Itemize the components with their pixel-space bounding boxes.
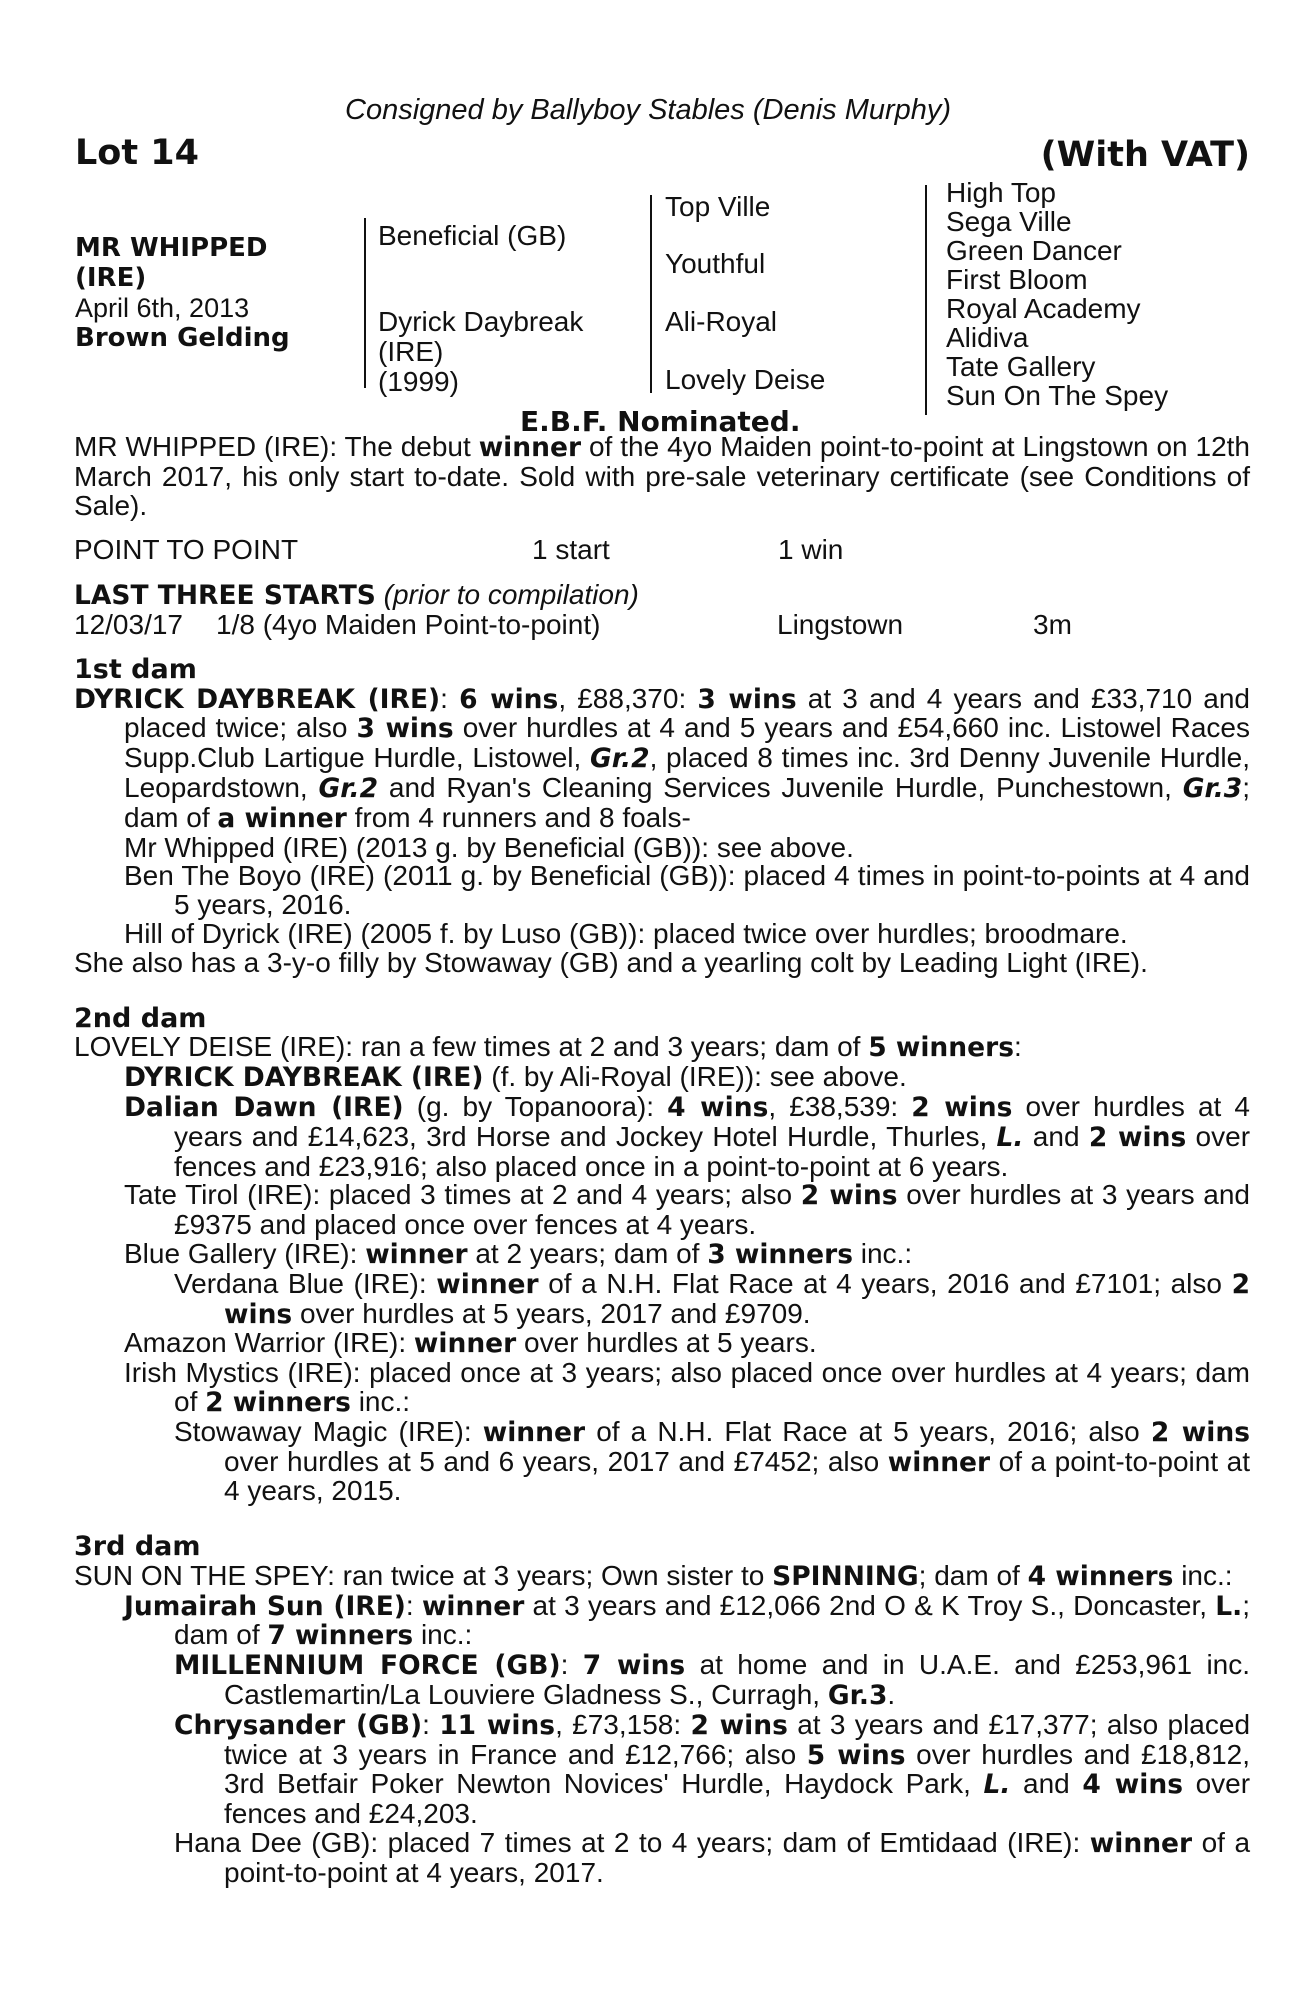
pedigree-dam: Dyrick Daybreak [378,306,584,337]
sex-colour: Brown Gelding [75,323,290,353]
third-dam-progeny: Jumairah Sun (IRE): winner at 3 years and £12,066 2nd O & K Troy S., Doncaster, L.; dam of 7 winners inc.: [124,1589,1250,1652]
pedigree-sire: Beneficial (GB) [378,220,567,251]
second-dam-heading: 2nd dam [74,1002,207,1034]
record-wins: 1 win [778,534,844,566]
race-record [74,536,1250,565]
pedigree-ggp-8: Sun On The Spey [946,380,1169,411]
pedigree-ggp-4: First Bloom [946,264,1088,295]
second-dam-grand-progeny: Verdana Blue (IRE): winner of a N.H. Flat Race at 4 years, 2016 and £7101; also 2 wins over hurdles at 5 years, 2017 and £9709. [174,1267,1251,1330]
pedigree-gp-4: Lovely Deise [665,364,826,395]
pedigree-bracket-3 [925,185,927,415]
pedigree-dam-suffix: (IRE) [378,336,444,367]
second-dam-progeny: DYRICK DAYBREAK (IRE) (f. by Ali-Royal (IRE)): see above. [124,1061,907,1094]
horse-name-suffix: (IRE) [75,263,147,293]
ebf-nominated: E.B.F. Nominated. [520,405,801,438]
pedigree-dam-year: (1999) [378,366,459,397]
pedigree-bracket-1 [364,218,366,388]
horse-name: MR WHIPPED [75,233,268,263]
foaling-date: April 6th, 2013 [75,293,250,323]
lot-number: Lot 14 [75,133,199,173]
pedigree-ggp-7: Tate Gallery [946,351,1096,382]
first-dam-paragraph: DYRICK DAYBREAK (IRE): 6 wins, £88,370: 3 wins at 3 and 4 years and £33,710 and placed twice; also 3 wins over hurdles at 4 and 5 years and £54,660 inc. Listowel Races Supp.Club Lartigue Hurdle, Listowel, Gr.2, placed 8 times inc. 3rd Denny Juvenile Hurdle, Leopardstown, Gr.2 and Ryan's Cleaning Services Juvenile Hurdle, Punchestown, Gr.3; dam of a winner from 4 runners and 8 foals- [74,682,1251,834]
second-dam-progeny: Irish Mystics (IRE): placed once at 3 years; also placed once over hurdles at 4 years; dam of 2 winners inc.: [124,1357,1250,1418]
second-dam-grand-progeny: Stowaway Magic (IRE): winner of a N.H. Flat Race at 5 years, 2016; also 2 wins over hurdles at 5 and 6 years, 2017 and £7452; also winner of a point-to-point at 4 years, 2015. [174,1415,1251,1507]
first-dam-heading: 1st dam [74,653,197,685]
pedigree-bracket-2 [650,195,652,393]
last-starts-heading: LAST THREE STARTS (prior to compilation) [74,579,639,612]
third-dam-intro: SUN ON THE SPEY: ran twice at 3 years; Own sister to SPINNING; dam of 4 winners inc.: [74,1559,1233,1592]
third-dam-grand-progeny: Hana Dee (GB): placed 7 times at 2 to 4 years; dam of Emtidaad (IRE): winner of a point-to-point at 4 years, 2017. [174,1827,1251,1888]
pedigree-ggp-3: Green Dancer [946,235,1122,266]
summary-paragraph: MR WHIPPED (IRE): The debut winner of the 4yo Maiden point-to-point at Lingstown on 12th March 2017, his only start to-date. Sold with pre-sale veterinary certificate (see Conditions of Sale). [74,431,1251,521]
first-dam-also: She also has a 3-y-o filly by Stowaway (GB) and a yearling colt by Leading Light (IRE). [74,946,1148,978]
third-dam-grand-progeny: MILLENNIUM FORCE (GB): 7 wins at home and in U.A.E. and £253,961 inc. Castlemartin/La Louviere Gladness S., Curragh, Gr.3. [174,1649,1251,1712]
second-dam-intro: LOVELY DEISE (IRE): ran a few times at 2 and 3 years; dam of 5 winners: [74,1031,1022,1064]
progeny-item: Hill of Dyrick (IRE) (2005 f. by Luso (GB)): placed twice over hurdles; broodmare. [124,917,1128,949]
pedigree-gp-3: Ali-Royal [665,306,778,337]
horse-identity [75,233,325,353]
progeny-item: Ben The Boyo (IRE) (2011 g. by Beneficial (GB)): placed 4 times in point-to-points at 4 and 5 years, 2016. [124,860,1250,921]
pedigree-gp-2: Youthful [665,248,766,279]
catalogue-body [74,433,1250,1888]
third-dam-heading: 3rd dam [74,1531,201,1563]
second-dam-progeny: Tate Tirol (IRE): placed 3 times at 2 and 4 years; also 2 wins over hurdles at 3 years and £9375 and placed once over fences at 4 years. [124,1179,1250,1241]
progeny-item: Mr Whipped (IRE) (2013 g. by Beneficial (GB)): see above. [124,831,854,863]
last-start-row [74,608,1250,640]
start-course: Lingstown [777,608,904,640]
consignor-line: Consigned by Ballyboy Stables (Denis Murphy) [345,94,952,126]
second-dam-progeny: Dalian Dawn (IRE) (g. by Topanoora): 4 wins, £38,539: 2 wins over hurdles at 4 years and £14,623, 3rd Horse and Jockey Hotel Hurdle, Thurles, L. and 2 wins over fences and £23,916; also placed once in a point-to-point at 6 years. [124,1090,1251,1182]
third-dam-grand-progeny: Chrysander (GB): 11 wins, £73,158: 2 wins at 3 years and £17,377; also placed twice at 3 years in France and £12,766; also 5 wins over hurdles and £18,812, 3rd Betfair Poker Newton Novices' Hurdle, Haydock Park, L. and 4 wins over fences and £24,203. [174,1708,1251,1830]
pedigree-ggp-6: Alidiva [946,322,1029,353]
record-label: POINT TO POINT [74,534,299,566]
pedigree-ggp-5: Royal Academy [946,293,1141,324]
second-dam-progeny: Amazon Warrior (IRE): winner over hurdles at 5 years. [124,1327,817,1360]
pedigree-ggp-1: High Top [946,177,1057,208]
record-starts: 1 start [532,534,610,566]
start-date: 12/03/17 [74,608,183,640]
start-race: 1/8 (4yo Maiden Point-to-point) [216,608,601,640]
second-dam-progeny: Blue Gallery (IRE): winner at 2 years; dam of 3 winners inc.: [124,1237,913,1270]
vat-status: (With VAT) [1040,135,1250,175]
pedigree-ggp-2: Sega Ville [946,206,1072,237]
start-distance: 3m [1033,608,1072,640]
pedigree-gp-1: Top Ville [665,191,771,222]
